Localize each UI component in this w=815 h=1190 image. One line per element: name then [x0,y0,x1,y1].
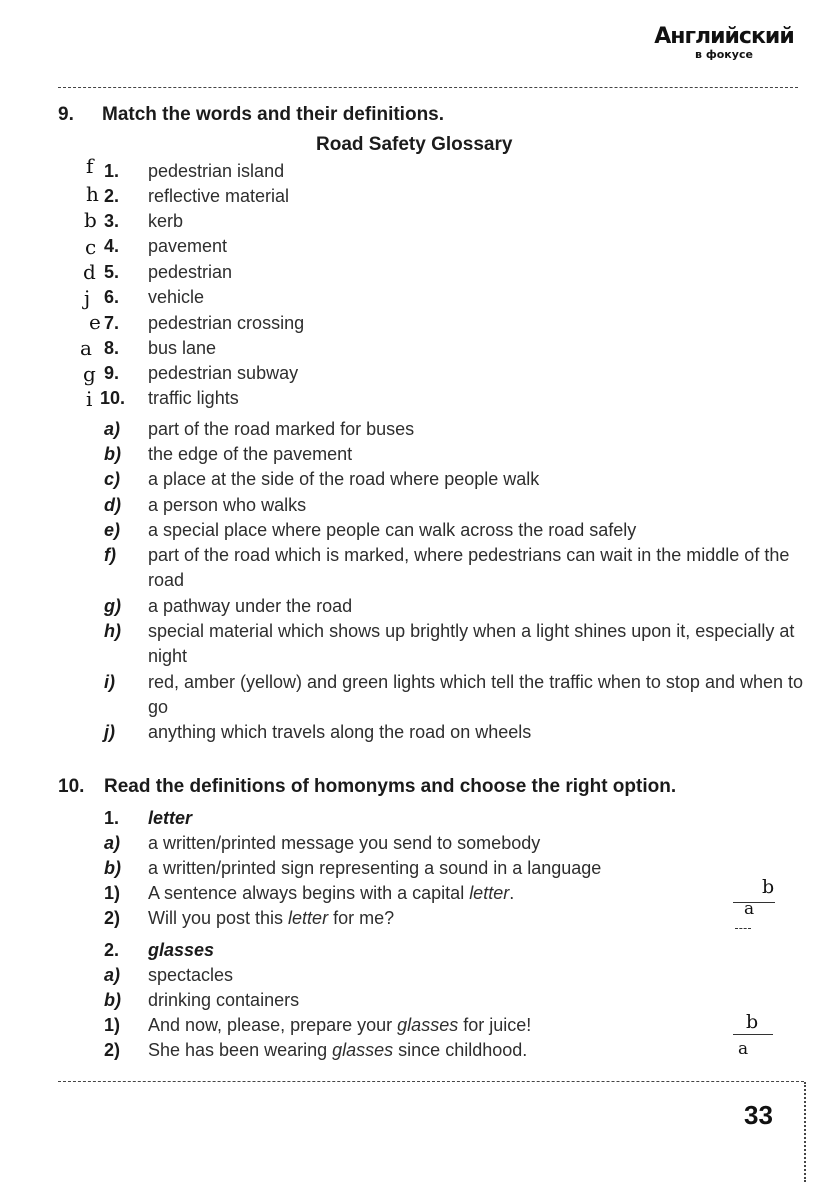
glossary-title: Road Safety Glossary [316,134,513,155]
sentence-text: And now, please, prepare your glasses for juice! [148,1015,532,1035]
sentence-text: Will you post this letter for me? [148,908,395,928]
definition-letter: d) [104,495,121,515]
exercise-10-number: 10. [58,776,85,797]
term-number: 2. [104,186,120,206]
term-text: pedestrian island [148,161,285,181]
definition-text: a pathway under the road [148,596,353,616]
term-number: 6. [104,287,120,307]
term-answer: a [80,336,92,360]
term-answer: f [86,154,94,178]
exercise-9-heading [58,104,444,126]
term-answer: j [84,286,91,310]
term-answer: e [89,310,101,334]
definition-text: a place at the side of the road where people walk [148,469,540,489]
homonym-number: 1. [104,808,120,828]
definition-text: a person who walks [148,495,307,515]
term-number: 10. [100,388,126,408]
homonym-number: 2. [104,940,120,960]
definition-letter: b) [104,444,121,464]
term-text: pedestrian subway [148,363,299,383]
term-number: 7. [104,313,120,333]
sentence-answer: a [744,899,755,919]
meaning-text: a written/printed message you send to somebody [148,833,541,853]
meaning-letter: b) [104,990,121,1010]
term-answer: c [85,235,97,259]
meaning-letter: a) [104,965,121,985]
term-number: 3. [104,211,120,231]
sentence-text: A sentence always begins with a capital letter. [148,883,515,903]
term-answer: b [84,208,97,232]
meaning-text: a written/printed sign representing a sound in a language [148,858,602,878]
term-text: pedestrian [148,262,233,282]
term-answer: h [86,182,99,206]
term-number: 9. [104,363,120,383]
meaning-text: spectacles [148,965,234,985]
meaning-text: drinking containers [148,990,300,1010]
term-text: pedestrian crossing [148,313,305,333]
definition-letter: i) [104,672,115,692]
meaning-letter: b) [104,858,121,878]
logo-subtitle: в фокусе [695,48,753,61]
sentence-answer: b [746,1011,759,1033]
header-divider [58,87,798,88]
homonym-word: letter [148,808,193,828]
definition-letter: a) [104,419,121,439]
footer-margin-dots [804,1082,806,1182]
answer-line [733,1034,773,1035]
term-text: vehicle [148,287,205,307]
sentence-text: She has been wearing glasses since childhood. [148,1040,528,1060]
sentence-number: 2) [104,908,121,928]
answer-line [735,928,751,929]
definition-letter: e) [104,520,121,540]
definition-text: anything which travels along the road on wheels [148,722,532,742]
sentence-number: 1) [104,883,121,903]
term-text: pavement [148,236,228,256]
textbook-logo [649,24,799,61]
sentence-number: 1) [104,1015,121,1035]
term-number: 5. [104,262,120,282]
meaning-letter: a) [104,833,121,853]
sentence-answer: b [762,876,775,898]
sentence-number: 2) [104,1040,121,1060]
definition-text: special material which shows up brightly when a light shines upon it, especially at night [148,621,795,667]
definition-text: the edge of the pavement [148,444,353,464]
page-number: 33 [744,1100,773,1130]
exercise-9-number: 9. [58,104,74,125]
homonym-word: glasses [148,940,215,960]
definition-text: part of the road which is marked, where pedestrians can wait in the middle of the road [148,545,790,591]
logo-title: Английский [654,24,794,49]
term-number: 8. [104,338,120,358]
term-answer: d [83,260,96,284]
definition-text: a special place where people can walk across the road safely [148,520,637,540]
exercise-9-instruction: Match the words and their definitions. [102,104,445,125]
footer-divider [58,1081,804,1082]
definition-letter: g) [104,596,121,616]
term-text: traffic lights [148,388,239,408]
definition-text: part of the road marked for buses [148,419,415,439]
definition-letter: f) [104,545,116,565]
definition-letter: h) [104,621,121,641]
definition-letter: c) [104,469,121,489]
exercise-10-instruction: Read the definitions of homonyms and choose the right option. [104,776,677,797]
term-answer: g [83,362,96,386]
sentence-answer: a [738,1039,749,1059]
exercise-10-heading [58,776,676,798]
term-text: kerb [148,211,184,231]
term-number: 1. [104,161,120,181]
definition-letter: j) [104,722,115,742]
term-number: 4. [104,236,120,256]
definition-text: red, amber (yellow) and green lights which tell the traffic when to stop and when to go [148,672,804,718]
term-answer: i [86,387,93,411]
term-text: bus lane [148,338,217,358]
term-text: reflective material [148,186,290,206]
